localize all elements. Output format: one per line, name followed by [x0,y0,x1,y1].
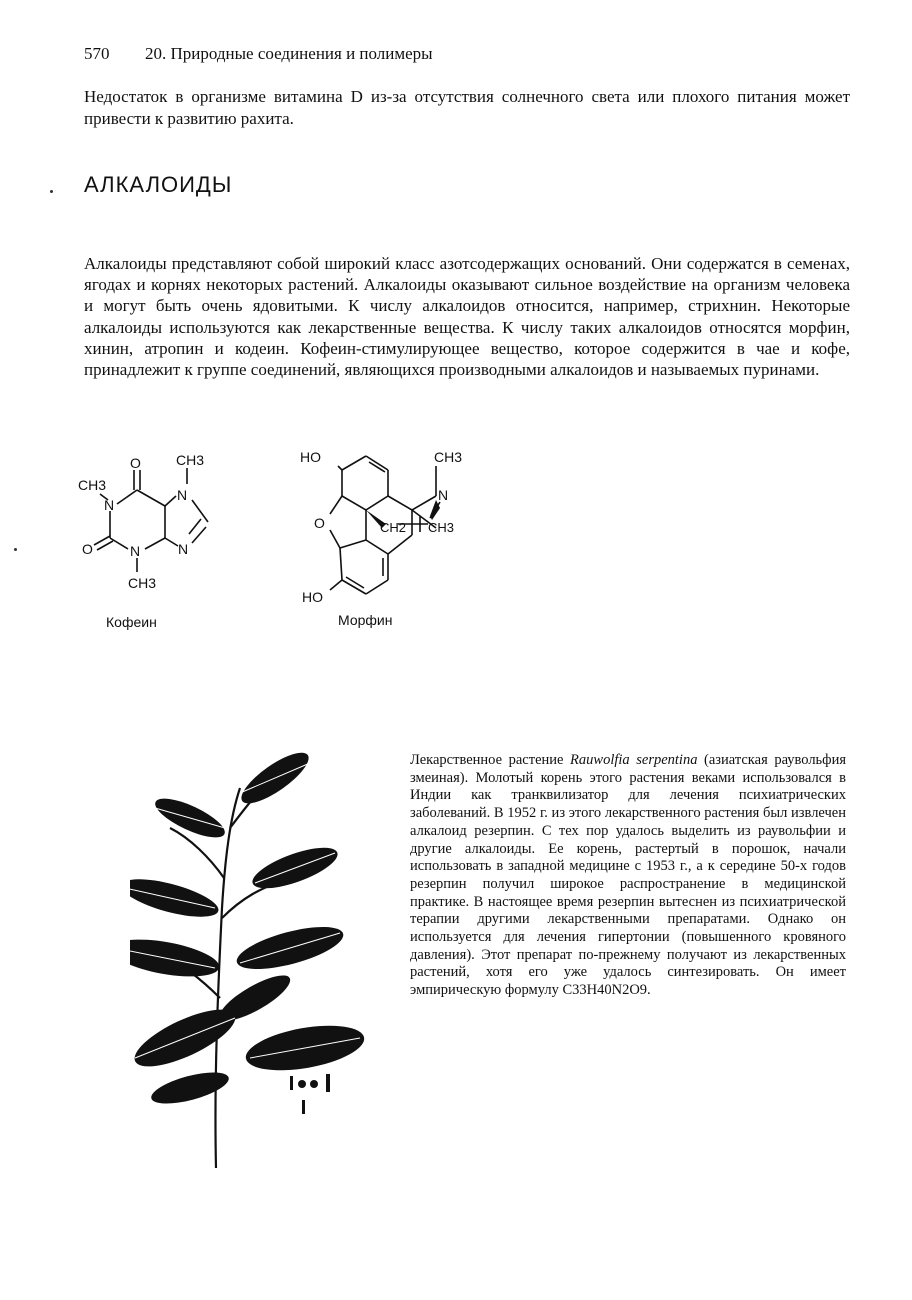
fruit-sketch [302,1100,305,1114]
caffeine-n-right: N [178,541,189,557]
morphine-o: O [314,515,325,531]
plant-caption [410,752,846,1000]
caffeine-ch3-top: CH3 [176,452,205,468]
fruit-sketch [290,1076,293,1090]
morphine-ch2: CH2 [380,520,407,535]
section-paragraph: Алкалоиды представляют собой широкий класс азотсодержащих оснований. Они содержатся в семенах, ягодах и корнях некоторых растений. Алкалоиды оказывают сильное воздействие на организм человека и могут быть очень ядовитыми. К числу алкалоидов относится, например, стрихнин. Некоторые алкалоиды используются как лекарственные вещества. К числу таких алкалоидов относятся морфин, хинин, атропин и кодеин. Кофеин-стимулирующее вещество, которое содержится в чае и кофе, принадлежит к группе соединений, являющихся производными алкалоидов и называемых пуринами. [84,254,850,380]
caffeine-o-left: O [82,541,93,557]
intro-paragraph: Недостаток в организме витамина D из-за отсутствия солнечного света или плохого питания может привести к развитию рахита. [84,87,850,128]
caffeine-ch3-bottom: CH3 [128,575,157,591]
fruit-sketch [326,1074,330,1092]
scan-speck [50,190,53,193]
reserpine-formula: C33H40N2O9. [562,982,651,999]
morphine-caption: Морфин [338,612,393,628]
scan-speck [14,548,17,551]
leaf [130,872,222,925]
caffeine-o-top: O [130,455,141,471]
caffeine-n-left: N [104,497,115,513]
plant-caption-body: (азиатская раувольфия змеиная). Молотый корень этого растения веками использовался в Индии как транквилизатор для лечения психиатрических заболеваний. В 1952 г. из этого лекарственного растения был извлечен алкалоид резерпин. С тех пор удалось выделить из раувольфии и другие алкалоиды. Ее корень, растертый в порошок, начали использовать в западной медицине с 1953 г., а к середине 50-х годов резерпин получил широкое распространение в медицинской практике. В настоящее время резерпин вытеснен из психиатрической терапии другими лекарственными препаратами. Однако он используется для лечения гипертонии (повышенного кровяного давления). Этот препарат по-прежнему получают из лекарственных растений, хотя его уже удалось синтезировать. Он имеет эмпирическую формулу [410,752,846,999]
morphine-n: N [438,487,449,503]
leaf [148,1066,231,1110]
page-number: 570 [84,44,110,63]
fruit-sketch [298,1080,306,1088]
leaf [130,933,222,984]
caffeine-n-bottom: N [130,543,141,559]
plant-caption-intro: Лекарственное растение [410,752,571,768]
morphine-ho-bottom: HO [302,589,323,605]
morphine-structure [290,440,480,610]
leaf [214,968,295,1029]
leaf [235,748,315,812]
caffeine-caption: Кофеин [106,614,157,630]
morphine-ch3-bridge: CH3 [428,520,455,535]
fruit-sketch [310,1080,318,1088]
caffeine-ch3-left: CH3 [78,477,107,493]
morphine-ch3-top: CH3 [434,449,463,465]
caffeine-structure [70,448,240,598]
section-heading: АЛКАЛОИДЫ [84,172,233,197]
plant-species-name: Rauwolfia serpentina [570,752,698,768]
caffeine-n-top: N [177,487,188,503]
chapter-title: 20. Природные соединения и полимеры [145,44,433,63]
morphine-ho-top: HO [300,449,321,465]
rauwolfia-plant-illustration [130,748,380,1178]
